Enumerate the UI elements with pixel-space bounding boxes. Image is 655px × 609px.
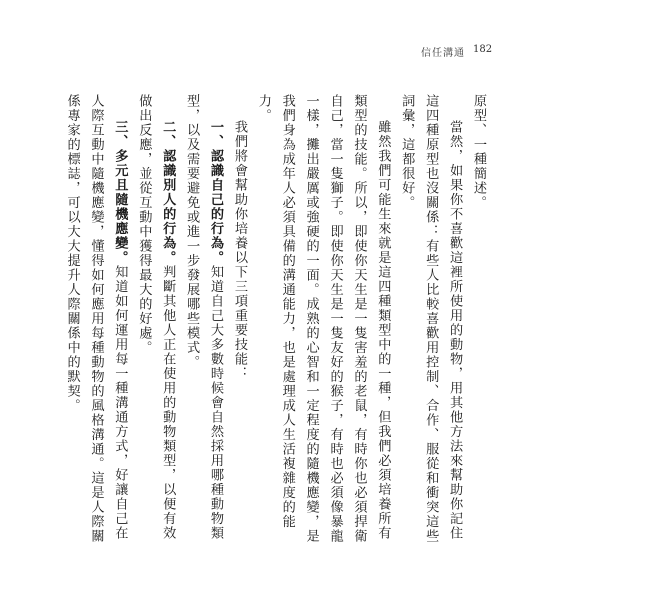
list-item-3-heading: 三、多元且隨機應變。	[112, 120, 128, 266]
list-item-3-text: 知道如何運用每一種溝通方式，好讓自己在人際互動中隨機應變，懂得如何應用每種動物的風格溝通。這是人際關係專家的標誌，可以大大提升人際關係中的默契。	[64, 94, 128, 544]
list-item-2-text: 判斷其他人正在使用的動物類型，以便有效做出反應，並從互動中獲得最大的好處。	[136, 94, 176, 541]
paragraph-continuation: 原型、一種簡述。	[471, 94, 486, 210]
paragraph-animals: 當然，如果你不喜歡這裡所使用的動物，用其他方法來幫助你記住這四種原型也沒關係：有些人比較喜歡用控制、合作、服從和衝突這些詞彙，這都很好。	[399, 94, 463, 544]
page-number: 182	[473, 44, 493, 55]
list-item-2	[131, 94, 179, 544]
list-item-1-text: 知道自己大多數時候會自然採用哪種動物類型，以及需要避免或進一步發展哪些模式。	[184, 94, 224, 541]
running-title: 信任溝通	[421, 48, 465, 59]
list-item-3	[60, 94, 132, 544]
body-text	[60, 94, 490, 544]
list-item-1-heading: 一、認識自己的行為。	[208, 120, 224, 266]
running-header	[0, 44, 655, 60]
paragraph-intro-list: 我們將會幫助你培養以下三項重要技能：	[231, 120, 247, 382]
list-item-2-heading: 二、認識別人的行為。	[160, 120, 176, 266]
paragraph-skills: 雖然我們可能生來就是這四種類型中的一種，但我們必須培養所有類型的技能。所以，即使你天生是一隻害羞的老鼠，有時你也必須捍衛自己，當一隻獅子。即使你天生是一隻友好的猴子，有時也必須像暴龍一樣，攤出嚴厲或強硬的一面。成熟的心智和一定程度的隨機應變，是我們身為成年人必須具備的溝通能力，也是處理成人生活複雜度的能力。	[255, 94, 391, 544]
list-item-1	[179, 94, 227, 544]
